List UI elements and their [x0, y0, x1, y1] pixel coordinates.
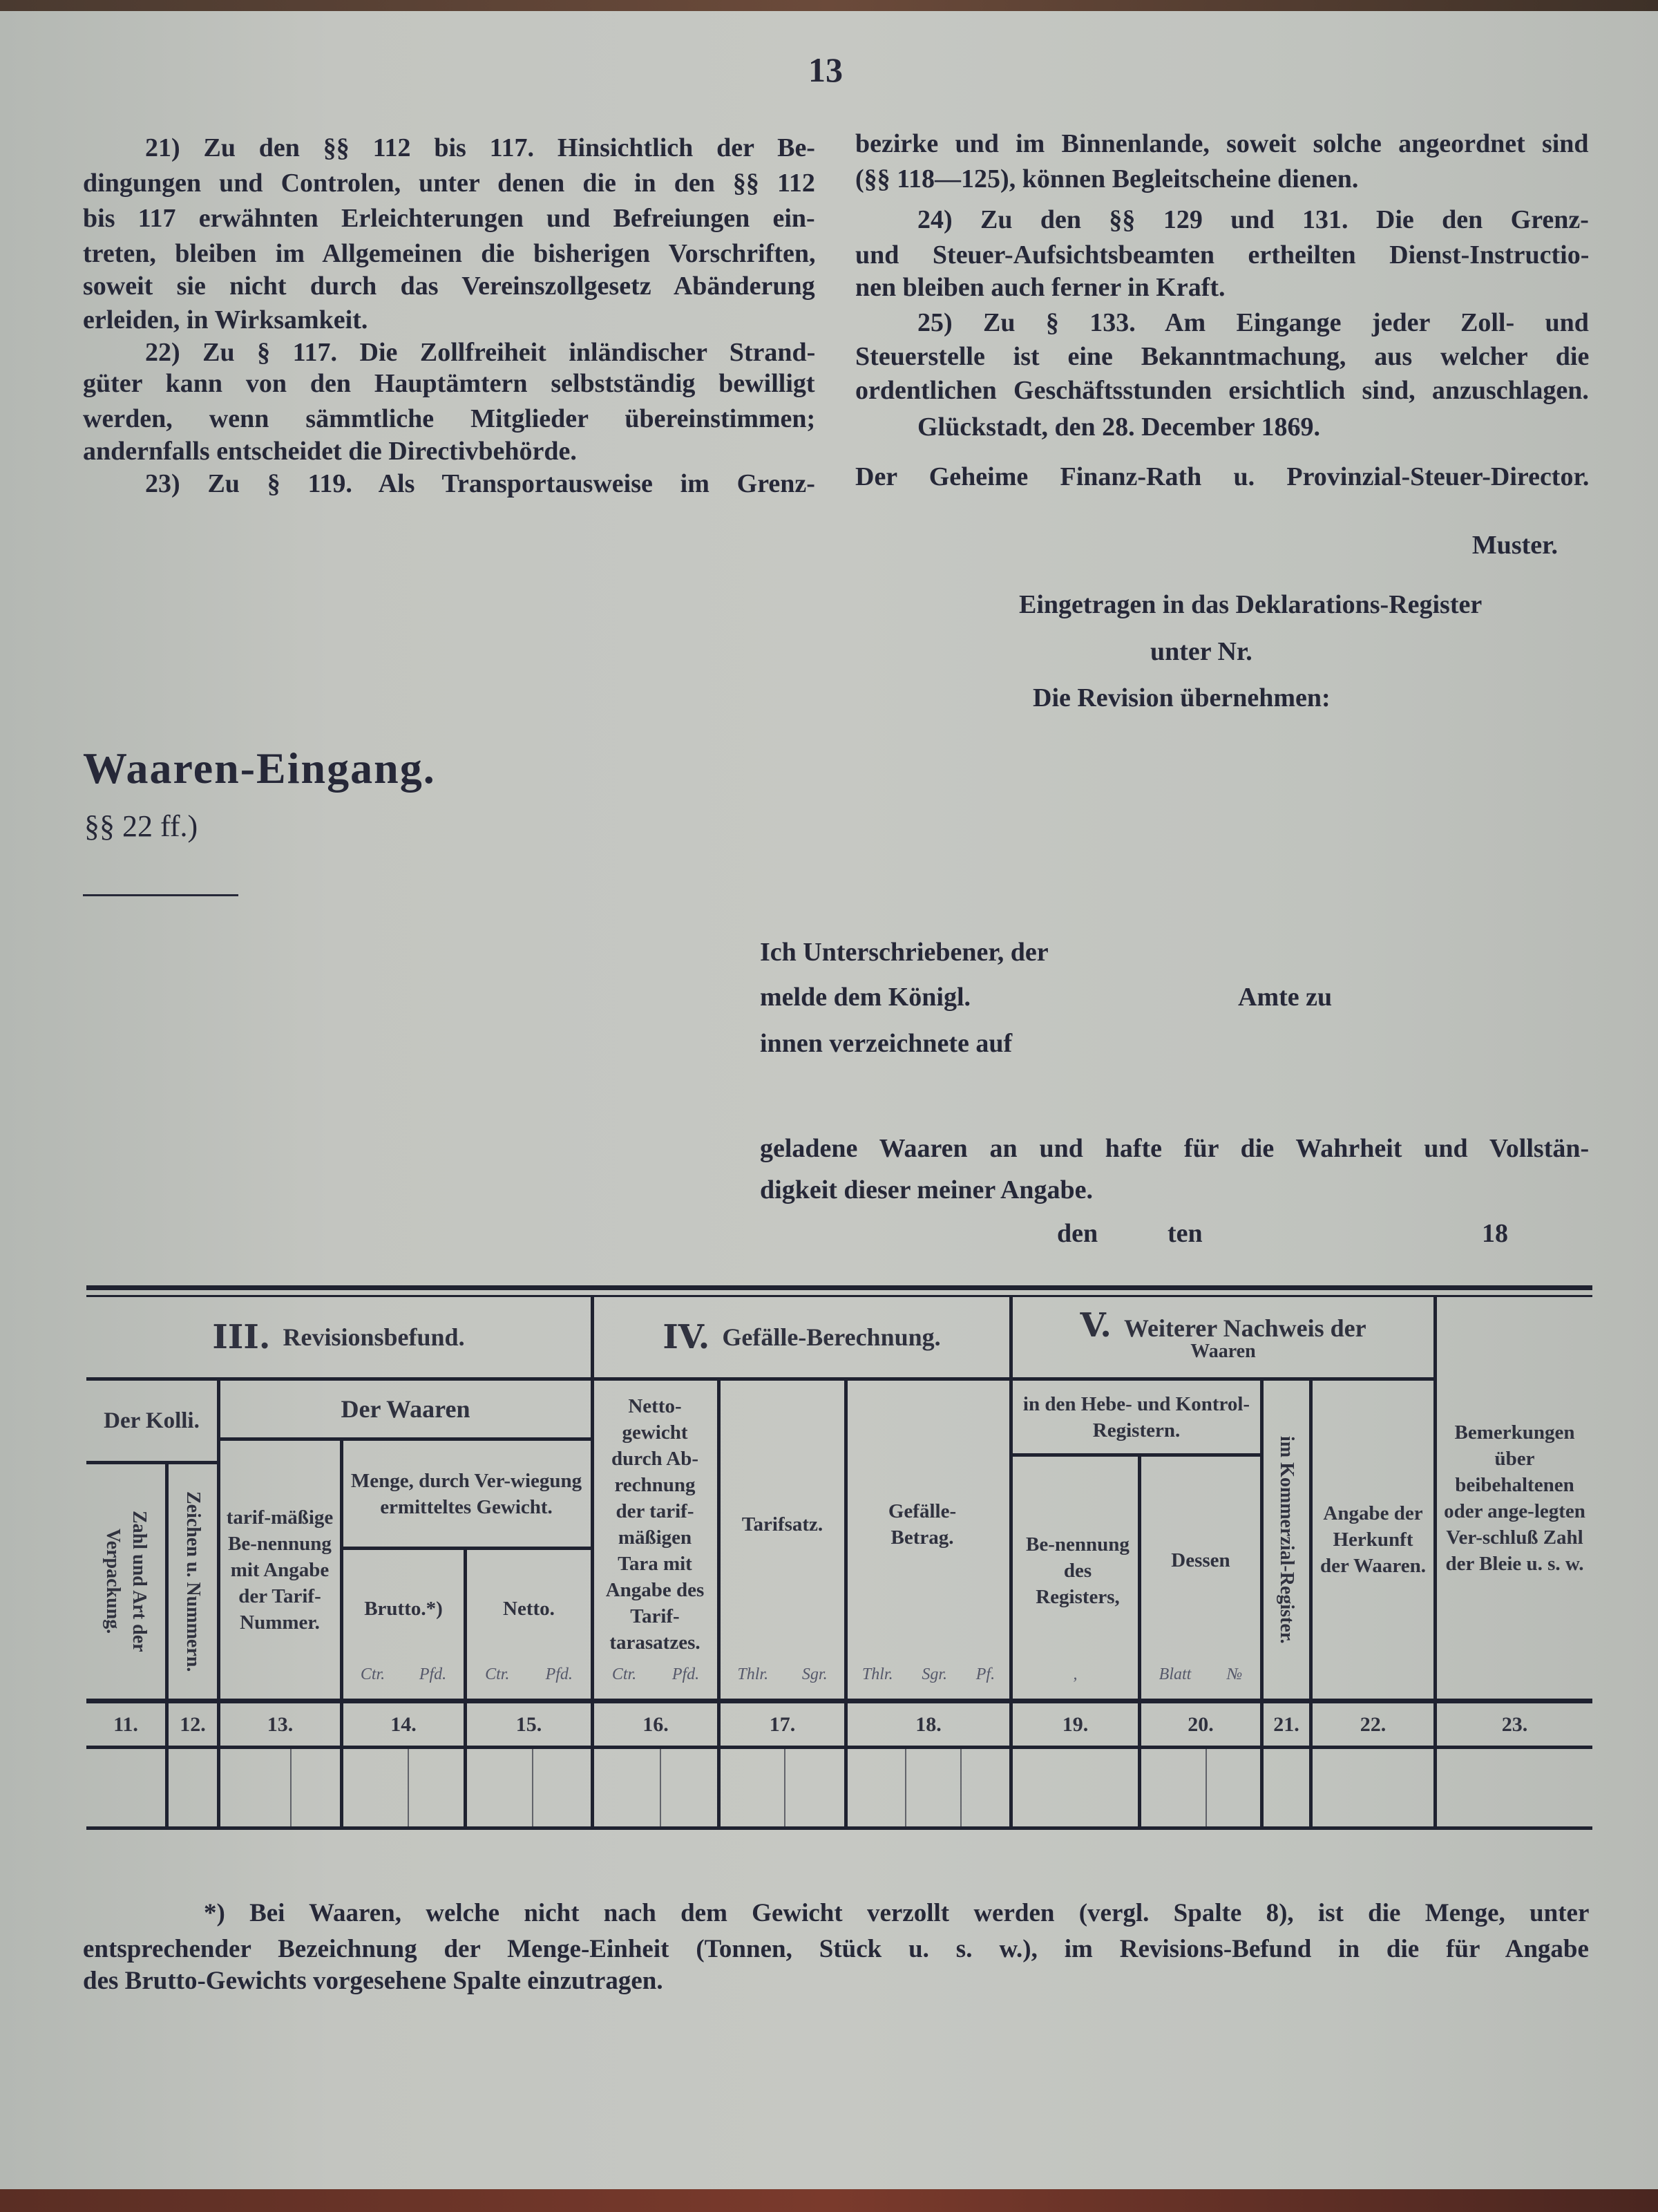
- subcolumn-divider: [408, 1749, 409, 1826]
- declaration-line: innen verzeichnete auf: [760, 1029, 1013, 1058]
- paragraph-line: und Steuer-Aufsichtsbeamten ertheilten Dienst-Instructio-: [855, 240, 1590, 270]
- unit-label: Blatt №: [1159, 1665, 1243, 1683]
- subcolumn-divider: [960, 1749, 962, 1826]
- date-year-label: 18: [1482, 1219, 1508, 1248]
- column-number: 14.: [390, 1712, 417, 1736]
- paragraph-line: 23) Zu § 119. Als Transportausweise im Grenz-: [145, 469, 815, 498]
- declaration-line: Amte zu: [1238, 983, 1333, 1012]
- date-line: Glückstadt, den 28. December 1869.: [917, 413, 1320, 442]
- subcolumn-divider: [784, 1749, 785, 1826]
- col19-header: Be-nennung des Registers,: [1026, 1533, 1130, 1608]
- declaration-line: digkeit dieser meiner Angabe.: [760, 1175, 1094, 1204]
- date-den-label: den: [1057, 1219, 1098, 1248]
- subcolumn-divider: [905, 1749, 906, 1826]
- column-number: 19.: [1062, 1712, 1089, 1736]
- column-divider: [1433, 1295, 1437, 1828]
- column-number: 12.: [180, 1712, 206, 1736]
- unit-label: ,: [1073, 1665, 1078, 1683]
- date-ten-label: ten: [1168, 1219, 1203, 1248]
- subcolumn-divider: [532, 1749, 533, 1826]
- paragraph-line: soweit sie nicht durch das Vereinszollgesetz Abänderung: [83, 272, 815, 301]
- paragraph-line: werden, wenn sämmtliche Mitglieder übereinstimmen;: [83, 404, 816, 433]
- column-number: 16.: [642, 1712, 669, 1736]
- table-bottom-rule: [86, 1826, 1592, 1830]
- paragraph-line: ordentlichen Geschäftsstunden ersichtlich sind, anzuschlagen.: [855, 376, 1589, 405]
- unit-label: Ctr. Pfd.: [360, 1665, 447, 1683]
- column-number: 15.: [515, 1712, 542, 1736]
- der-waaren-header: Der Waaren: [341, 1395, 470, 1423]
- column-number: 13.: [267, 1712, 294, 1736]
- subcolumn-divider: [1206, 1749, 1207, 1826]
- col20-header: Dessen: [1171, 1549, 1230, 1571]
- register-line: Eingetragen in das Deklarations-Register: [1019, 590, 1483, 619]
- col11-header: Zahl und Art der Verpackung.: [102, 1511, 150, 1652]
- col22-header: Angabe der Herkunft der Waaren.: [1319, 1502, 1427, 1577]
- paragraph-line: 25) Zu § 133. Am Eingange jeder Zoll- und: [917, 308, 1589, 337]
- paragraph-line: (§§ 118—125), können Begleitscheine dienen.: [855, 164, 1359, 193]
- paragraph-line: bezirke und im Binnenlande, soweit solche angeordnet sind: [855, 129, 1589, 158]
- paragraph-line: treten, bleiben im Allgemeinen die bisherigen Vorschriften,: [83, 239, 816, 268]
- paragraph-line: güter kann von den Hauptämtern selbstständig bewilligt: [83, 369, 815, 398]
- column-divider: [1309, 1377, 1313, 1828]
- declaration-line: geladene Waaren an und hafte für die Wahrheit und Vollstän-: [760, 1134, 1590, 1163]
- page-number: 13: [808, 50, 843, 89]
- menge-header: Menge, durch Ver-wiegung ermitteltes Gewicht.: [350, 1469, 582, 1518]
- col17-header: Tarifsatz.: [741, 1513, 823, 1535]
- col23-header: Bemerkungen über beibehaltenen oder ange-legten Ver-schluß Zahl der Bleie u. s. w.: [1444, 1421, 1585, 1575]
- column-number: 20.: [1188, 1712, 1214, 1736]
- paragraph-line: 21) Zu den §§ 112 bis 117. Hinsichtlich der Be-: [145, 133, 815, 162]
- paragraph-line: nen bleiben auch ferner in Kraft.: [855, 273, 1226, 302]
- column-number: 21.: [1273, 1712, 1299, 1736]
- form-title: Waaren-Eingang.: [83, 744, 436, 793]
- title-rule: [83, 894, 238, 896]
- col18-header: Gefälle-Betrag.: [888, 1500, 957, 1549]
- der-kolli-header: Der Kolli.: [104, 1408, 200, 1433]
- table-top-rule: [86, 1285, 1592, 1290]
- paragraph-line: dingungen und Controlen, unter denen die in den §§ 112: [83, 169, 815, 198]
- page-edge-top: [0, 0, 1658, 11]
- column-divider: [217, 1377, 220, 1828]
- unit-label: Thlr. Sgr. Pf.: [861, 1665, 995, 1683]
- revision-label: Die Revision übernehmen:: [1033, 683, 1331, 712]
- subcolumn-divider: [660, 1749, 661, 1826]
- col14-header: Brutto.*): [364, 1598, 443, 1620]
- paragraph-reference: §§ 22 ff.): [84, 809, 198, 843]
- declaration-line: Ich Unterschriebener, der: [760, 938, 1049, 967]
- col15-header: Netto.: [503, 1598, 555, 1620]
- unit-label: Ctr. Pfd.: [611, 1665, 700, 1683]
- paragraph-line: erleiden, in Wirksamkeit.: [83, 305, 368, 334]
- column-number: 23.: [1501, 1712, 1528, 1736]
- footnote-line: entsprechender Bezeichnung der Menge-Einheit (Tonnen, Stück u. s. w.), im Revisions-Befund in die für Angabe: [83, 1935, 1589, 1963]
- paragraph-line: bis 117 erwähnten Erleichterungen und Befreiungen ein-: [83, 204, 815, 233]
- section-iv-header: IV. Gefälle-Berechnung.: [663, 1318, 941, 1356]
- paragraph-line: 22) Zu § 117. Die Zollfreiheit inländischer Strand-: [145, 338, 816, 367]
- hebe-register-header: in den Hebe- und Kontrol-Registern.: [1022, 1392, 1250, 1441]
- paragraph-line: 24) Zu den §§ 129 und 131. Die den Grenz-: [917, 205, 1589, 234]
- subcolumn-divider: [290, 1749, 292, 1826]
- column-number: 17.: [769, 1712, 796, 1736]
- declaration-line: melde dem Königl.: [760, 983, 971, 1012]
- col12-header: Zeichen u. Nummern.: [182, 1491, 204, 1672]
- footnote-line: *) Bei Waaren, welche nicht nach dem Gewicht verzollt werden (vergl. Spalte 8), ist die Menge, unter: [204, 1899, 1590, 1927]
- column-number: 11.: [113, 1712, 138, 1736]
- paragraph-line: andernfalls entscheidet die Directivbehörde.: [83, 437, 577, 466]
- signature-line: Der Geheime Finanz-Rath u. Provinzial-Steuer-Director.: [855, 462, 1590, 491]
- table-rule-thick: [86, 1699, 1592, 1703]
- section-iii-header: III. Revisionsbefund.: [212, 1318, 465, 1356]
- paragraph-line: Steuerstelle ist eine Bekanntmachung, aus welcher die: [855, 342, 1590, 371]
- col13-header: tarif-mäßige Be-nennung mit Angabe der Tarif-Nummer.: [226, 1506, 334, 1634]
- table-rule: [86, 1746, 1592, 1749]
- footnote-line: des Brutto-Gewichts vorgesehene Spalte einzutragen.: [83, 1967, 663, 1995]
- column-number: 22.: [1360, 1712, 1387, 1736]
- unter-nr-label: unter Nr.: [1150, 637, 1252, 666]
- col16-header: Netto-gewicht durch Ab-rechnung der tarif-mäßigen Tara mit Angabe des Tarif-tarasatzes.: [605, 1395, 705, 1654]
- muster-label: Muster.: [1471, 531, 1558, 560]
- unit-label: Thlr. Sgr.: [737, 1665, 828, 1683]
- section-v-header: V. Weiterer Nachweis der Waaren: [1080, 1306, 1366, 1362]
- page-edge-bottom: [0, 2189, 1658, 2212]
- column-divider: [844, 1377, 848, 1828]
- col21-header: im Kommerzial-Register.: [1276, 1435, 1297, 1644]
- unit-label: Ctr. Pfd.: [485, 1665, 573, 1683]
- column-number: 18.: [915, 1712, 942, 1736]
